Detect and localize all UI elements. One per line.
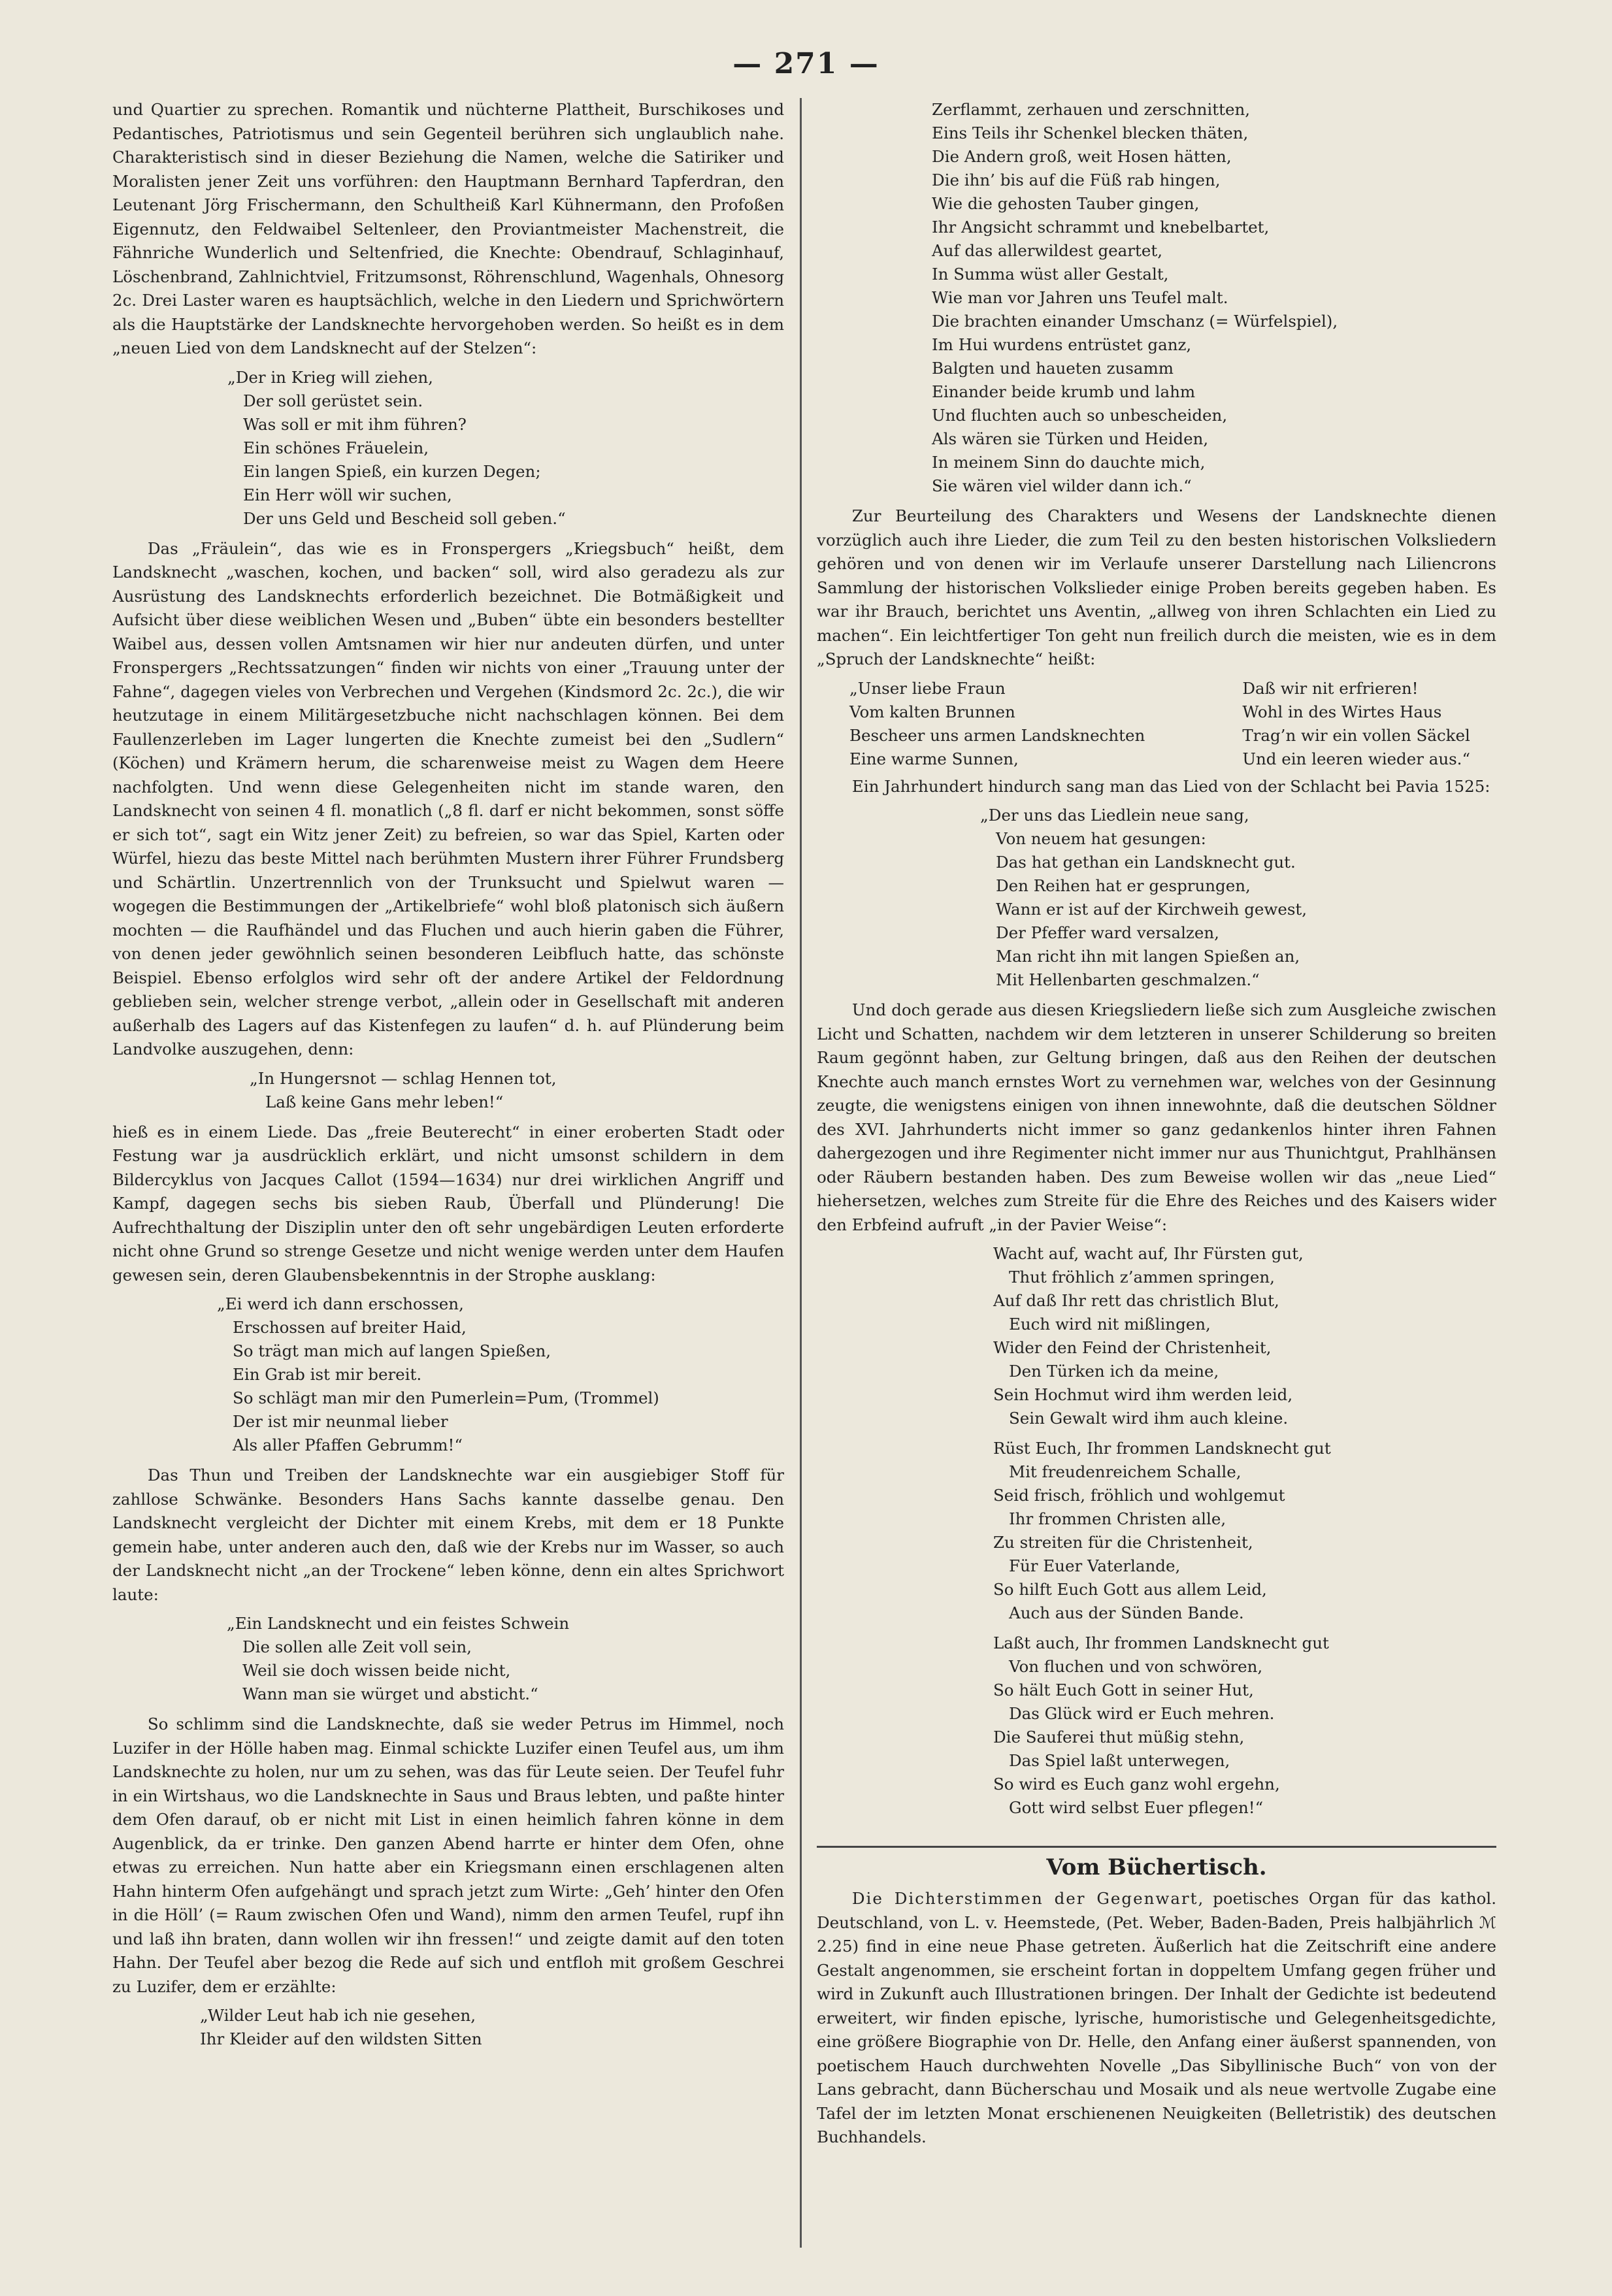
verse-line: Wider den Feind der Christenheit, bbox=[993, 1338, 1272, 1357]
verse-line: Den Reihen hat er gesprungen, bbox=[996, 876, 1251, 895]
verse-line: Von neuem hat gesungen: bbox=[996, 829, 1206, 848]
verse-half-left bbox=[849, 677, 1145, 771]
paragraph: Und doch gerade aus diesen Kriegsliedern ließe sich zum Ausgleiche zwischen Licht und Schatten, nachdem wir dem letzteren in unserer Schilderung so breiten Raum gegönnt haben, zur Geltung bringen, daß aus den Reihen der deutschen Knechte auch manch ernstes Wort zu vernehmen war, welches von der Gesinnung zeugte, die wenigstens einigen von ihnen innewohnte, daß die deutschen Söldner des XVI. Jahrhunderts nicht immer so ganz gedankenlos hinter ihren Fahnen dahergezogen und ihre Regimenter nicht immer nur aus Thunichtgut, Prahlhänsen oder Räubern bestanden haben. Des zum Beweise wollen wir das „neue Lied“ hiehersetzen, welches zum Streite für die Ehre des Reiches und des Kaisers wider den Erbfeind aufruft „in der Pavier Weise“: bbox=[817, 1000, 1496, 1234]
verse-line: Das Spiel laßt unterwegen, bbox=[1009, 1751, 1230, 1770]
verse-line: Der soll gerüstet sein. bbox=[243, 391, 423, 410]
verse-line: Ein Grab ist mir bereit. bbox=[233, 1365, 422, 1384]
verse-line: Was soll er mit ihm führen? bbox=[243, 414, 467, 434]
verse-line: Als aller Pfaffen Gebrumm!“ bbox=[233, 1435, 463, 1454]
verse-line: Ihr Angsicht schrammt und knebelbartet, bbox=[932, 218, 1270, 237]
verse-line: Auch aus der Sünden Bande. bbox=[1009, 1603, 1244, 1622]
paragraph: So schlimm sind die Landsknechte, daß sie weder Petrus im Himmel, noch Luzifer in der Hölle haben mag. Einmal schickte Luzifer einen Teufel aus, um ihm Landsknechte zu holen, nur um zu sehen, was das für Leute seien. Der Teufel fuhr in ein Wirtshaus, wo die Landsknechte in Saus und Braus lebten, und paßte hinter dem Ofen darauf, ob er nicht mit List in einen heimlich fahren könne in dem Augenblick, da er trinke. Den ganzen Abend harrte er hinter dem Ofen, ohne etwas zu erreichen. Nun hatte aber ein Kriegsmann einen erschlagenen alten Hahn hinterm Ofen aufgehängt und sprach jetzt zum Wirte: „Geh’ hinter den Ofen in die Höll’ (= Raum zwischen Ofen und Wand), nimm den armen Teufel, rupf ihn und laß ihn braten, dann wollen wir ihn fressen!“ und zeigte damit auf den toten Hahn. Der Teufel aber bezog die Rede auf sich und entfloh mit großem Geschrei zu Luzifer, dem er erzählte: bbox=[112, 1714, 784, 1996]
paragraph: und Quartier zu sprechen. Romantik und nüchterne Plattheit, Burschikoses und Pedantisches, Patriotismus und sein Gegenteil berühren sich unglaublich nahe. Charakteristisch sind in dieser Beziehung die Namen, welche die Satiriker und Moralisten jener Zeit uns vorführen: den Hauptmann Bernhard Tapferdran, den Leutenant Jörg Frischermann, den Schultheiß Karl Kühnermann, den Profoßen Eigennutz, den Feldwaibel Seltenleer, den Proviantmeister Machenstreit, die Fähnriche Wunderlich und Seltenfried, die Knechte: Obendrauf, Schlaginhauf, Löschenbrand, Zahlnichtviel, Fritzumsonst, Röhrenschlund, Wagenhals, Ohnesorg 2c. Drei Laster waren es hauptsächlich, welche in den Liedern und Sprichwörtern als die Hauptstärke der Landsknechte hervorgehoben werden. So heißt es in dem „neuen Lied von dem Landsknecht auf der Stelzen“: bbox=[112, 100, 784, 357]
review-text: , poetisches Organ für das kathol. Deutschland, von L. v. Heemstede, (Pet. Weber, Baden-Baden, Preis halbjährlich ℳ 2.25) find in eine neue Phase getreten. Äußerlich hat die Zeitschrift eine andere Gestalt angenommen, sie erscheint fortan in doppeltem Umfang gegen früher und wird in Zukunft auch Illustrationen bringen. Der Inhalt der Gedichte ist bedeutend erweitert, wir finden epische, lyrische, humoristische und Gelegenheitsgedichte, eine größere Biographie von Dr. Helle, den Anfang einer äußerst spannenden, von poetischem Hauch durchwehten Novelle „Das Sibyllinische Buch“ von von der Lans gebracht, dann Bücherschau und Mosaik und als neue wertvolle Zugabe eine Tafel der im letzten Monat erschienenen Neuigkeiten (Belletristik) des deutschen Buchhandels. bbox=[817, 1889, 1496, 2146]
verse-line: Der Pfeffer ward versalzen, bbox=[996, 923, 1219, 942]
verse-line: „Ein Landsknecht und ein feistes Schwein bbox=[227, 1614, 570, 1633]
verse-block bbox=[112, 1067, 784, 1114]
verse-line: Balgten und haueten zusamm bbox=[932, 359, 1174, 378]
verse-line: Die Sauferei thut müßig stehn, bbox=[993, 1728, 1245, 1747]
verse-line: So hält Euch Gott in seiner Hut, bbox=[993, 1681, 1254, 1699]
paragraph: Zur Beurteilung des Charakters und Wesens der Landsknechte dienen vorzüglich auch ihre Lieder, die zum Teil zu den besten historischen Volksliedern gehören und von denen wir im Verlaufe unserer Darstellung nach Liliencrons Sammlung der historischen Volkslieder einige Proben bereits gegeben haben. Es war ihr Brauch, berichtet uns Aventin, „allweg von ihren Schlachten ein Lied zu machen“. Ein leichtfertiger Ton geht nun freilich durch die meisten, wie es in dem „Spruch der Landsknechte“ heißt: bbox=[817, 506, 1496, 668]
verse-line: Ein schönes Fräuelein, bbox=[243, 438, 429, 457]
verse-line: Eine warme Sunnen, bbox=[849, 749, 1019, 768]
verse-line: Ein langen Spieß, ein kurzen Degen; bbox=[243, 461, 541, 481]
verse-line: Im Hui wurdens entrüstet ganz, bbox=[932, 335, 1192, 354]
verse-line: Die Andern groß, weit Hosen hätten, bbox=[932, 147, 1232, 166]
verse-line: Laßt auch, Ihr frommen Landsknecht gut bbox=[993, 1633, 1329, 1652]
verse-line: Sie wären viel wilder dann ich.“ bbox=[932, 476, 1192, 495]
verse-block bbox=[817, 804, 1496, 992]
verse-line: Mit freudenreichem Schalle, bbox=[1009, 1462, 1242, 1481]
verse-line: Zerflammt, zerhauen und zerschnitten, bbox=[932, 100, 1251, 119]
review-paragraph bbox=[817, 1887, 1496, 2150]
verse-line: Wie man vor Jahren uns Teufel malt. bbox=[932, 288, 1228, 307]
verse-line: Das Glück wird er Euch mehren. bbox=[1009, 1704, 1275, 1723]
verse-line: „Wilder Leut hab ich nie gesehen, bbox=[200, 2006, 476, 2025]
verse-line: So wird es Euch ganz wohl ergehn, bbox=[993, 1775, 1280, 1794]
verse-line: Einander beide krumb und lahm bbox=[932, 382, 1196, 401]
verse-line: „Ei werd ich dann erschossen, bbox=[217, 1294, 464, 1313]
paragraph: Das Thun und Treiben der Landsknechte war ein ausgiebiger Stoff für zahllose Schwänke. Besonders Hans Sachs kannte dasselbe genau. Den Landsknecht vergleicht der Dichter mit einem Krebs, mit dem er 18 Punkte gemein habe, unter anderen auch den, daß wie der Krebs nur im Wasser, so auch der Landsknecht nicht „an der Trockene“ leben könne, denn ein altes Sprichwort laute: bbox=[112, 1466, 784, 1604]
verse-line: Wacht auf, wacht auf, Ihr Fürsten gut, bbox=[993, 1244, 1304, 1263]
verse-line: In Summa wüst aller Gestalt, bbox=[932, 265, 1169, 284]
verse-line: Der ist mir neunmal lieber bbox=[233, 1412, 448, 1431]
verse-line: Zu streiten für die Christenheit, bbox=[993, 1533, 1253, 1552]
verse-block bbox=[112, 1612, 784, 1706]
verse-line: Daß wir nit erfrieren! bbox=[1242, 678, 1419, 698]
verse-line: Weil sie doch wissen beide nicht, bbox=[242, 1661, 511, 1680]
verse-line: Euch wird nit mißlingen, bbox=[1009, 1315, 1211, 1334]
verse-line: Wann man sie würget und absticht.“ bbox=[242, 1684, 538, 1703]
two-column-verse bbox=[849, 677, 1496, 771]
left-column bbox=[112, 98, 784, 2254]
verse-line: Gott wird selbst Euer pflegen!“ bbox=[1009, 1798, 1264, 1817]
verse-block bbox=[112, 1292, 784, 1457]
verse-line: Bescheer uns armen Landsknechten bbox=[849, 725, 1145, 745]
verse-line: Erschossen auf breiter Haid, bbox=[233, 1318, 467, 1337]
verse-line: Und ein leeren wieder aus.“ bbox=[1242, 749, 1470, 768]
verse-line: Mit Hellenbarten geschmalzen.“ bbox=[996, 970, 1260, 989]
verse-line: So trägt man mich auf langen Spießen, bbox=[233, 1341, 551, 1360]
verse-line: So schlägt man mir den Pumerlein=Pum, (Trommel) bbox=[233, 1388, 659, 1407]
verse-line: Der uns Geld und Bescheid soll geben.“ bbox=[243, 508, 566, 528]
verse-block bbox=[817, 98, 1496, 498]
paragraph: Das „Fräulein“, das wie es in Fronspergers „Kriegsbuch“ heißt, dem Landsknecht „waschen, kochen, und backen“ soll, wird also geradezu als zur Ausrüstung des Landsknechts erforderlich bezeichnet. Die Botmäßigkeit und Aufsicht über diese weiblichen Wesen und „Buben“ übte ein besonders bestellter Waibel aus, dessen vollen Amtsnamen wir hier nur andeuten dürfen, und unter Fronspergers „Rechtssatzungen“ finden wir nichts von einer „Trauung unter der Fahne“, dagegen vieles von Verbrechen und Vergehen (Kindsmord 2c. 2c.), die wir heutzutage in einem Militärgesetzbuche nicht nachschlagen können. Bei dem Faullenzerleben im Lager lungerten die Knechte zumeist bei den „Sudlern“ (Köchen) und Krämern herum, die scharenweise meist zu Wagen dem Heere nachfolgten. Und wenn diese Gelegenheiten nicht im stande waren, den Landsknecht von seinen 4 fl. monatlich („8 fl. darf er nicht bekommen, sonst söffe er sich tot“, sagt ein Witz jener Zeit) zu befreien, so war das Spiel, Karten oder Würfel, hiezu das beste Mittel nach berühmten Mustern ihrer Führer Frundsberg und Schärtlin. Unzertrennlich von der Trunksucht und Spielwut waren — wogegen die Bestimmungen der „Artikelbriefe“ wohl bloß platonisch sich äußern mochten — die Raufhändel und das Fluchen und auch hierin gaben die Führer, von denen jeder gewöhnlich seinen besonderen Leibfluch hatte, das schönste Beispiel. Ebenso erfolglos wird sehr oft der andere Artikel der Feldordnung geblieben sein, welcher strenge verbot, „allein oder in Gesellschaft mit anderen außerhalb des Lagers auf das Kistenfegen zu laufen“ d. h. auf Plünderung beim Landvolke auszugehen, denn: bbox=[112, 538, 784, 1058]
verse-line: Wie die gehosten Tauber gingen, bbox=[932, 194, 1200, 213]
verse-line: Die ihn’ bis auf die Füß rab hingen, bbox=[932, 171, 1221, 189]
verse-line: Und fluchten auch so unbescheiden, bbox=[932, 406, 1228, 425]
verse-line: Thut fröhlich z’ammen springen, bbox=[1009, 1268, 1275, 1287]
verse-line: Auf das allerwildest geartet, bbox=[932, 241, 1162, 260]
verse-line: Als wären sie Türken und Heiden, bbox=[932, 429, 1209, 448]
verse-block bbox=[112, 366, 784, 531]
verse-line: Das hat gethan ein Landsknecht gut. bbox=[996, 853, 1296, 872]
review-lead: Die Dichterstimmen der Gegenwart bbox=[851, 1889, 1198, 1908]
verse-line: Wohl in des Wirtes Haus bbox=[1242, 702, 1442, 721]
verse-line: „Der in Krieg will ziehen, bbox=[227, 367, 433, 387]
verse-line: Wann er ist auf der Kirchweih gewest, bbox=[996, 900, 1308, 919]
verse-line: Trag’n wir ein vollen Säckel bbox=[1242, 725, 1470, 745]
verse-block bbox=[817, 1437, 1496, 1625]
verse-line: Rüst Euch, Ihr frommen Landsknecht gut bbox=[993, 1439, 1331, 1458]
verse-block bbox=[112, 2004, 784, 2051]
verse-line: Vom kalten Brunnen bbox=[849, 702, 1015, 721]
verse-line: Laß keine Gans mehr leben!“ bbox=[265, 1092, 504, 1111]
verse-line: Die sollen alle Zeit voll sein, bbox=[242, 1637, 472, 1656]
verse-line: Die brachten einander Umschanz (= Würfelspiel), bbox=[932, 312, 1338, 331]
page-number: — 271 — bbox=[732, 47, 880, 80]
verse-line: Seid frisch, fröhlich und wohlgemut bbox=[993, 1486, 1285, 1505]
verse-block bbox=[817, 1632, 1496, 1820]
right-column bbox=[817, 98, 1496, 2254]
verse-half-right bbox=[1242, 677, 1470, 771]
verse-line: „In Hungersnot — schlag Hennen tot, bbox=[250, 1068, 557, 1088]
section-rule bbox=[817, 1846, 1496, 1848]
verse-line: Ihr Kleider auf den wildsten Sitten bbox=[200, 2029, 482, 2048]
verse-line: In meinem Sinn do dauchte mich, bbox=[932, 453, 1206, 472]
column-divider bbox=[800, 98, 802, 2248]
verse-line: „Unser liebe Fraun bbox=[849, 678, 1006, 698]
verse-line: Ein Herr wöll wir suchen, bbox=[243, 485, 452, 504]
verse-line: Ihr frommen Christen alle, bbox=[1009, 1509, 1226, 1528]
section-title: Vom Büchertisch. bbox=[1046, 1854, 1267, 1880]
verse-line: Eins Teils ihr Schenkel blecken thäten, bbox=[932, 123, 1249, 142]
verse-line: Man richt ihn mit langen Spießen an, bbox=[996, 947, 1300, 966]
verse-line: Den Türken ich da meine, bbox=[1009, 1362, 1219, 1381]
paragraph: Ein Jahrhundert hindurch sang man das Lied von der Schlacht bei Pavia 1525: bbox=[851, 776, 1490, 796]
paragraph: hieß es in einem Liede. Das „freie Beuterecht“ in einer eroberten Stadt oder Festung war ja ausdrücklich erklärt, und nicht umsonst schildern in dem Bildercyklus von Jacques Callot (1594—1634) nur drei wirklichen Angriff und Kampf, dagegen sechs bis sieben Raub, Überfall und Plünderung! Die Aufrechthaltung der Disziplin unter den oft sehr ungebärdigen Leuten erforderte nicht ohne Grund so strenge Gesetze und nicht wenige werden unter dem Haufen gewesen sein, deren Glaubensbekenntnis in der Strophe ausklang: bbox=[112, 1122, 784, 1285]
verse-line: So hilft Euch Gott aus allem Leid, bbox=[993, 1580, 1267, 1599]
verse-line: Sein Gewalt wird ihm auch kleine. bbox=[1009, 1409, 1289, 1428]
verse-line: Auf daß Ihr rett das christlich Blut, bbox=[993, 1291, 1279, 1310]
verse-line: Für Euer Vaterlande, bbox=[1009, 1556, 1181, 1575]
verse-line: Sein Hochmut wird ihm werden leid, bbox=[993, 1385, 1293, 1404]
verse-line: Von fluchen und von schwören, bbox=[1009, 1657, 1263, 1676]
verse-line: „Der uns das Liedlein neue sang, bbox=[980, 806, 1249, 825]
verse-block bbox=[817, 1242, 1496, 1430]
